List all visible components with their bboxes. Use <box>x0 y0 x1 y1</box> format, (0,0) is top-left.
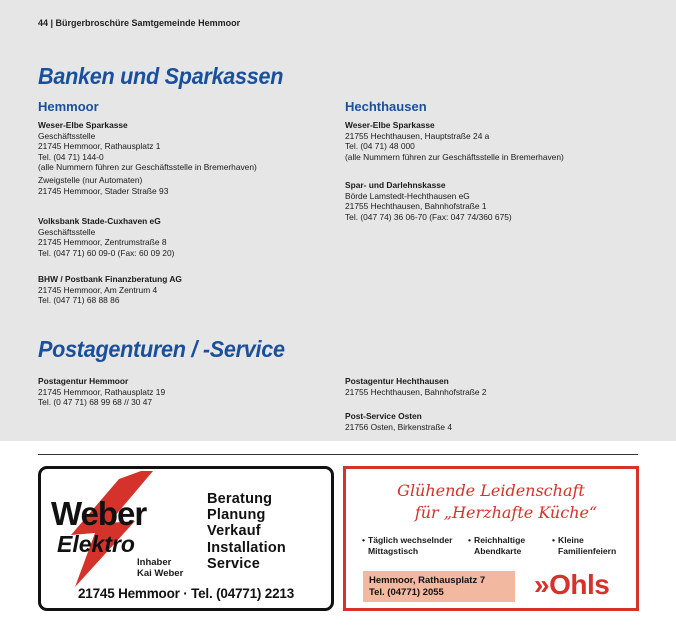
entry-line: 21755 Hechthausen, Bahnhofstraße 2 <box>345 386 487 397</box>
entry-name: Weser-Elbe Sparkasse <box>345 120 435 130</box>
heading-hemmoor: Hemmoor <box>38 99 99 114</box>
offer-item <box>552 535 617 556</box>
service-item: Service <box>207 555 260 572</box>
owner-name: Kai Weber <box>137 567 184 579</box>
service-item: Planung <box>207 507 266 524</box>
weber-contact: 21745 Hemmoor · Tel. (04771) 2213 <box>77 586 295 601</box>
entry-line: 21745 Hemmoor, Zentrumstraße 8 <box>38 237 167 248</box>
section-title-banks: Banken und Sparkassen <box>38 63 284 89</box>
entry-name: Postagentur Hemmoor <box>38 376 129 386</box>
entry-line: Tel. (047 71) 68 88 86 <box>38 295 120 306</box>
ad-weber-elektro <box>38 466 334 611</box>
divider <box>38 454 638 455</box>
entry-name: Post-Service Osten <box>345 411 422 421</box>
bank-entry <box>345 120 564 162</box>
owner-info <box>137 558 183 579</box>
entry-name: Weser-Elbe Sparkasse <box>38 120 128 130</box>
bullet-icon: • <box>468 535 472 545</box>
post-entry <box>345 376 487 397</box>
post-entry <box>345 411 452 432</box>
bank-entry <box>38 216 174 258</box>
entry-line: 21745 Hemmoor, Am Zentrum 4 <box>38 284 158 295</box>
service-item: Verkauf <box>207 523 261 540</box>
ohls-logo: »Ohls <box>534 569 610 600</box>
service-item: Installation <box>207 539 286 556</box>
bullet-icon: • <box>362 535 366 545</box>
bank-entry <box>345 180 512 222</box>
offer-line: Täglich wechselnder <box>368 535 453 545</box>
elektro-wordmark: Elektro <box>57 531 135 557</box>
bank-entry <box>38 120 257 196</box>
entry-line: Tel. (0 47 71) 68 99 68 // 30 47 <box>38 397 153 408</box>
service-item: Beratung <box>207 491 273 507</box>
entry-line: Zweigstelle (nur Automaten) <box>38 174 143 185</box>
entry-name: Volksbank Stade-Cuxhaven eG <box>38 216 161 226</box>
services-list <box>207 491 286 572</box>
offer-line: Mittagstisch <box>368 545 419 556</box>
entry-line: 21745 Hemmoor, Rathausplatz 1 <box>38 141 161 152</box>
entry-line: Tel. (04 71) 144-0 <box>38 151 104 162</box>
phone-line: Tel. (04771) 2055 <box>369 587 444 598</box>
ad-ohls <box>343 466 639 611</box>
entry-name: Spar- und Darlehnskasse <box>345 180 446 190</box>
post-entry <box>38 376 165 408</box>
bullet-icon: • <box>552 535 556 545</box>
entry-line: 21745 Hemmoor, Stader Straße 93 <box>38 185 169 196</box>
slogan-line: Glühende Leidenschaft <box>397 481 585 500</box>
entry-line: 21745 Hemmoor, Rathausplatz 19 <box>38 386 166 397</box>
entry-line: (alle Nummern führen zur Geschäftsstelle in Bremerhaven) <box>38 162 257 173</box>
entry-line: 21755 Hechthausen, Bahnhofstraße 1 <box>345 201 487 212</box>
page-header: 44 | Bürgerbroschüre Samtgemeinde Hemmoor <box>38 18 241 28</box>
entry-name: Postagentur Hechthausen <box>345 376 449 386</box>
address-box <box>363 571 515 602</box>
entry-line: Börde Lamstedt-Hechthausen eG <box>345 190 470 201</box>
offer-line: Abendkarte <box>474 545 522 556</box>
offer-line: Reichhaltige <box>474 535 526 545</box>
bank-entry <box>38 274 182 306</box>
address-line: Hemmoor, Rathausplatz 7 <box>369 575 486 586</box>
owner-label: Inhaber <box>137 557 172 568</box>
entry-line: Tel. (04 71) 48 000 <box>345 141 415 152</box>
entry-line: (alle Nummern führen zur Geschäftsstelle in Bremerhaven) <box>345 151 564 162</box>
offer-line: Kleine <box>558 535 584 545</box>
heading-hechthausen: Hechthausen <box>345 99 427 114</box>
section-title-post: Postagenturen / -Service <box>38 336 285 362</box>
entry-name: BHW / Postbank Finanzberatung AG <box>38 274 182 284</box>
entry-line: 21756 Osten, Birkenstraße 4 <box>345 421 453 432</box>
entry-line: Tel. (047 74) 36 06-70 (Fax: 047 74/360 675) <box>345 211 512 222</box>
entry-line: Geschäftsstelle <box>38 130 96 141</box>
offer-item <box>468 535 526 556</box>
offer-line: Familienfeiern <box>558 545 617 556</box>
slogan-line: für „Herzhafte Küche“ <box>414 503 598 522</box>
entry-line: 21755 Hechthausen, Hauptstraße 24 a <box>345 130 490 141</box>
entry-line: Geschäftsstelle <box>38 226 96 237</box>
offer-item <box>362 535 453 556</box>
weber-wordmark: Weber <box>51 495 147 532</box>
entry-line: Tel. (047 71) 60 09-0 (Fax: 60 09 20) <box>38 247 175 258</box>
